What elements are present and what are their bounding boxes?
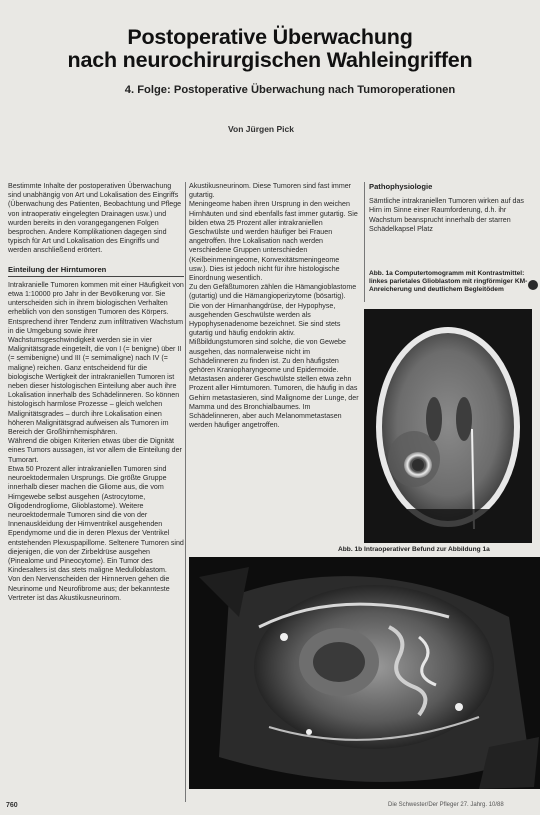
- figure-1b-caption: Abb. 1b Intraoperativer Befund zur Abbildung 1a: [338, 546, 490, 553]
- paragraph: Akustikusneurinom. Diese Tumoren sind fast immer gutartig.: [189, 182, 352, 200]
- paragraph: Mißbildungstumoren sind solche, die von Gewebe ausgehen, das normalerweise nicht im Schädelinneren zu finden ist. Zu den häufigsten gehören Kraniopharyngeome und Epidermoide.: [189, 338, 346, 375]
- intraoperative-photo: [189, 557, 540, 789]
- section-heading-einteilung: Einteilung der Hirntumoren: [8, 265, 184, 277]
- paragraph: Von den Nervenscheiden der Hirnnerven gehen die Neurinome und Neurofibrome aus; der bekannteste Vertreter ist das Akustikusneurinom.: [8, 575, 170, 602]
- column-divider: [185, 182, 186, 802]
- paragraph: Sämtliche intrakraniellen Tumoren wirken auf das Hirn im Sinne einer Raumforderung, d.h. ihr Wachstum beansprucht innerhalb der starren Schädelkapsel Platz: [369, 197, 524, 233]
- paragraph: Zu den Gefäßtumoren zählen die Hämangioblastome (gutartig) und die Hämangioperizytome (bösartig).: [189, 283, 357, 301]
- figure-1a-caption: Abb. 1a Computertomogramm mit Kontrastmittel: linkes parietales Glioblastom mit ringförmiger KM-Anreicherung und deutlichem Begleitödem: [369, 270, 528, 293]
- intro-paragraph: Bestimmte Inhalte der postoperativen Überwachung sind unabhängig von Art und Lokalisation des Eingriffs (Überwachung des Patienten, Beobachtung und Pflege von intraoperativ eingelegten Drainagen usw.) und wurden bereits in den vorangegangenen Folgen besprochen. Andere Komplikationen dagegen sind typisch für Art und Lokalisation des Eingriffs und werden anschließend erörtert.: [8, 182, 182, 255]
- paragraph: Etwa 50 Prozent aller intrakraniellen Tumoren sind neuroektodermalen Ursprungs. Die größte Gruppe innerhalb dieser machen die Gliome aus, die vom Hirngewebe selbst ausgehen (Astrocytome, Oligodendrogliome, Glioblastome). Weitere neuroektodermale Tumoren sind die von der Innenauskleidung der Hirnventrikel ausgehenden Ependymome und die in deren Plexus der Ventrikel entstehenden Plexuspapillome. Seltenere Tumoren sind diejenigen, die von der Zirbeldrüse ausgehen (Pinealome und Pineocytome). Ein Tumor des Kindesalters ist das stets maligne Medulloblastom.: [8, 464, 184, 575]
- author-line: Von Jürgen Pick: [228, 124, 294, 134]
- paragraph: Intrakranielle Tumoren kommen mit einer Häufigkeit von etwa 1:10000 pro Jahr in der Bevölkerung vor. Sie unterscheiden sich in ihrem biologischen Verhalten erheblich von den sonstigen Tumoren des Körpers.: [8, 280, 184, 317]
- paragraph: Die von der Hirnanhangdrüse, der Hypophyse, ausgehenden Geschwülste werden als Hypophysenadenome bezeichnet. Sie sind stets gutartig und häufig endokrin aktiv.: [189, 301, 341, 338]
- section-heading-pathophysiologie: Pathophysiologie: [369, 182, 433, 191]
- column-1: [8, 182, 184, 603]
- article-header: [0, 26, 540, 96]
- ct-scan-graphic: [364, 309, 532, 543]
- column-3: [369, 182, 535, 234]
- paragraph: Meningeome haben ihren Ursprung in den weichen Hirnhäuten und sind ebenfalls fast immer gutartig. Sie bilden etwa 25 Prozent aller intrakraniellen Geschwülste und werden häufiger bei Frauen angetroffen. Ihre Lokalisation nach werden verschiedene Gruppen unterschieden (Keilbeinmeningeome, Konvexitätsmeningeome usw.). Dies ist jedoch nicht für ihre histologische Einordnung wesentlich.: [189, 200, 358, 283]
- column-2: [189, 182, 359, 430]
- intraoperative-graphic: [189, 557, 540, 789]
- title-line-2: nach neurochirurgischen Wahleingriffen: [67, 48, 473, 72]
- column-divider: [364, 182, 365, 302]
- ct-scan-image: [364, 309, 532, 543]
- page-number: 760: [6, 802, 18, 809]
- paragraph: Metastasen anderer Geschwülste stellen etwa zehn Prozent aller Hirntumoren. Tumoren, die häufig in das Gehirn metastasieren, sind Malignome der Lunge, der Mamma und des Bronchialbaumes. Im Schädelinneren, aber auch Melanommetastasen werden häufiger angetroffen.: [189, 375, 359, 430]
- title-line-1: Postoperative Überwachung: [127, 25, 413, 49]
- paragraph: Während die obigen Kriterien etwas über die Dignität eines Tumors aussagen, ist vor allem die Einteilung der Tumorart.: [8, 437, 182, 464]
- article-title: [0, 26, 540, 72]
- paragraph: Entsprechend ihrer Tendenz zum infiltrativen Wachstum in die Umgebung sowie ihrer Wachstumsgeschwindigkeit werden sie in vier Malignitätsgrade eingeteilt, die von I (= benigne) über II (= semibenigne) und III (= semimaligne) nach IV (= maligne) reichen. Ganz entscheidend für die biologische Wertigkeit der intrakraniellen Tumoren ist neben dieser histologischen Einteilung aber auch ihre Lokalisation innerhalb des Schädelinneren. So können histologisch harmlose Prozesse – gleich welchen Malignitätsgrades – durch ihre Lokalisation einen höheren Malignitätsgrad aufweisen als Tumoren im Bereich der Großhirnhemisphären.: [8, 317, 184, 437]
- article-subtitle: 4. Folge: Postoperative Überwachung nach Tumoroperationen: [124, 84, 456, 96]
- journal-footer: Die Schwester/Der Pfleger 27. Jahrg. 10/88: [388, 802, 504, 808]
